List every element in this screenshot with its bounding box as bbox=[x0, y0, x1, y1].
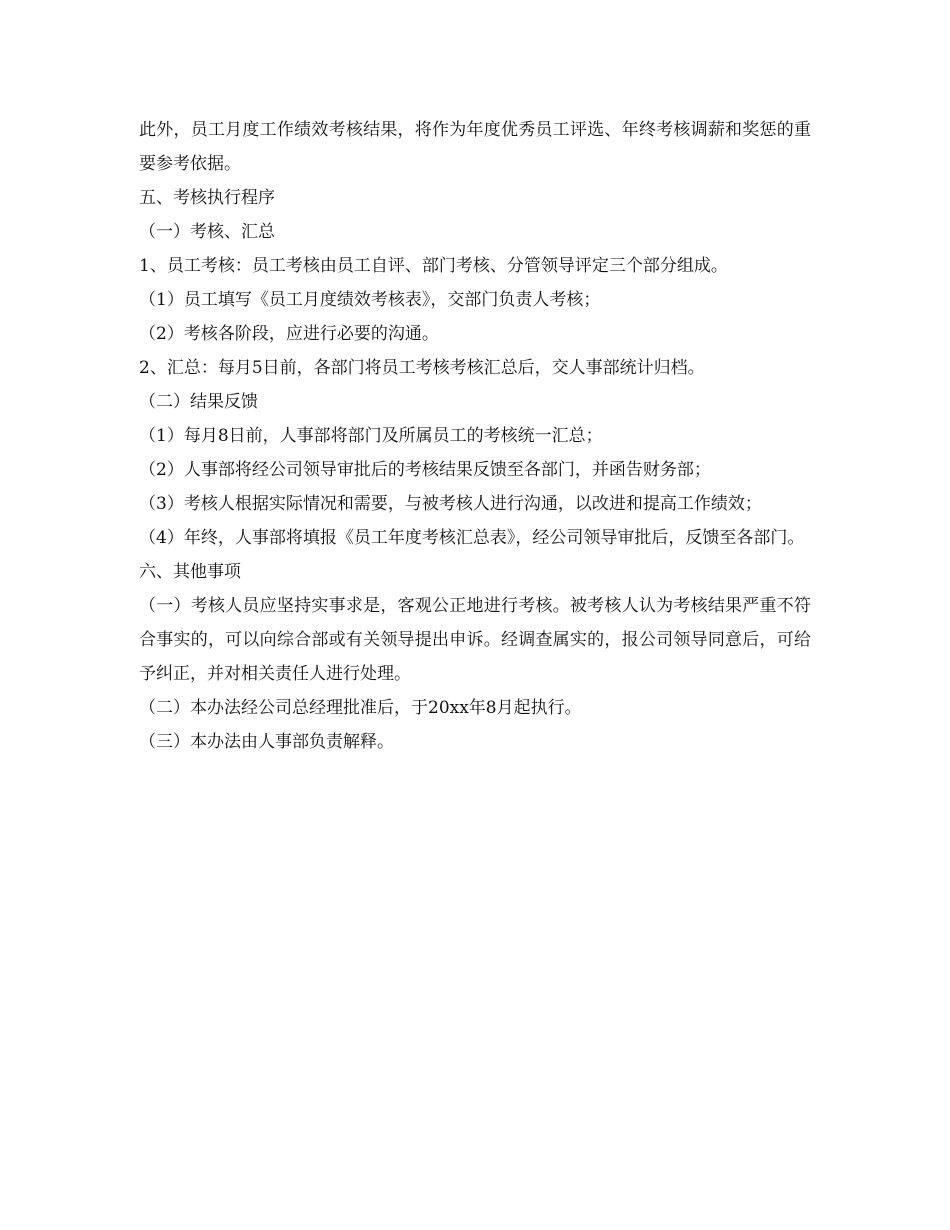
paragraph-interpretation: （三）本办法由人事部负责解释。 bbox=[139, 732, 394, 752]
section-heading-other-matters: 六、其他事项 bbox=[139, 562, 241, 582]
subsection-heading-feedback: （二）结果反馈 bbox=[139, 392, 258, 412]
list-item-communication: （2）考核各阶段，应进行必要的沟通。 bbox=[139, 324, 439, 344]
list-item-annual-summary: （4）年终，人事部将填报《员工年度考核汇总表》，经公司领导审批后，反馈至各部门。 bbox=[139, 528, 805, 548]
section-heading-procedure: 五、考核执行程序 bbox=[139, 188, 275, 208]
list-item-fill-form: （1）员工填写《员工月度绩效考核表》，交部门负责人考核； bbox=[139, 290, 601, 310]
paragraph-appeal: （一）考核人员应坚持实事求是，客观公正地进行考核。被考核人认为考核结果严重不符合事实的，可以向综合部或有关领导提出申诉。经调查属实的，报公司领导同意后，可给予纠正，并对相关责任人进行处理。 bbox=[139, 596, 811, 684]
subsection-heading-assessment-summary: （一）考核、汇总 bbox=[139, 222, 275, 242]
paragraph-effective-date: （二）本办法经公司总经理批准后，于20xx年8月起执行。 bbox=[139, 698, 582, 718]
document-body bbox=[139, 113, 811, 759]
paragraph-performance-results: 此外，员工月度工作绩效考核结果，将作为年度优秀员工评选、年终考核调薪和奖惩的重要参考依据。 bbox=[139, 120, 811, 174]
list-item-improve-performance: （3）考核人根据实际情况和需要，与被考核人进行沟通，以改进和提高工作绩效； bbox=[139, 494, 762, 514]
list-item-feedback-departments: （2）人事部将经公司领导审批后的考核结果反馈至各部门，并函告财务部； bbox=[139, 460, 711, 480]
list-item-employee-assessment: 1、员工考核：员工考核由员工自评、部门考核、分管领导评定三个部分组成。 bbox=[139, 256, 728, 276]
list-item-monthly-summary: （1）每月8日前，人事部将部门及所属员工的考核统一汇总； bbox=[139, 426, 603, 446]
list-item-summary: 2、汇总：每月5日前，各部门将员工考核考核汇总后，交人事部统计归档。 bbox=[139, 358, 705, 378]
